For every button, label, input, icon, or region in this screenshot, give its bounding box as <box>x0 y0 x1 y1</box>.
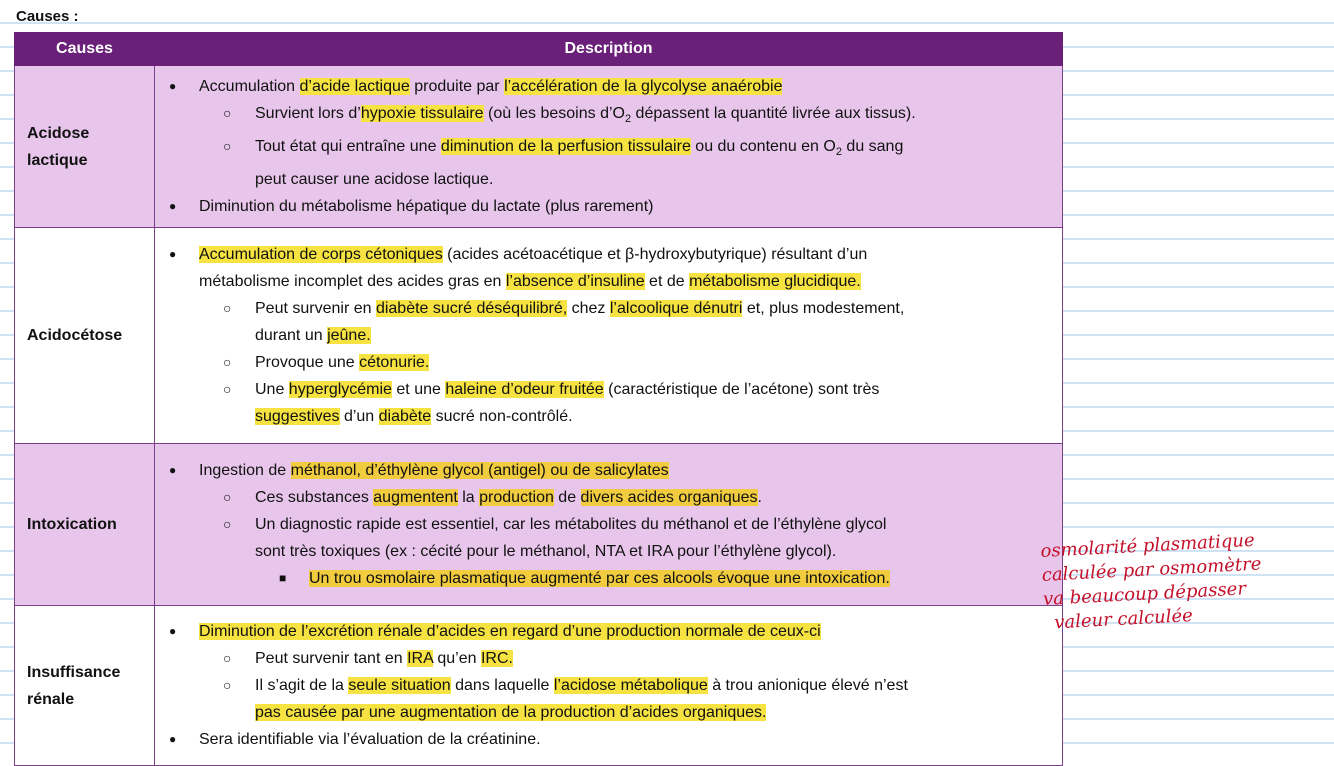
annotation-line: calculée par osmomètre <box>1041 553 1262 586</box>
handwritten-annotation <box>1040 525 1334 636</box>
header-causes: Causes <box>15 33 155 66</box>
list-item: ● Diminution de l’excrétion rénale d’acides en regard d’une production normale de ceux-ci <box>169 623 821 640</box>
list-item-continuation: suggestives d’un diabète sucré non-contrôlé. <box>255 408 573 425</box>
list-item: ○ Peut survenir tant en IRA qu’en IRC. <box>223 650 513 667</box>
list-item-continuation: pas causée par une augmentation de la production d’acides organiques. <box>255 704 767 721</box>
list-item: ○ Ces substances augmentent la production de divers acides organiques. <box>223 489 762 506</box>
annotation-line: osmolarité plasmatique <box>1040 529 1256 562</box>
list-item: ○ Il s’agit de la seule situation dans laquelle l’acidose métabolique à trou anionique élevé n’est <box>223 677 908 694</box>
row-intoxication <box>15 444 1063 606</box>
list-item-continuation: sont très toxiques (ex : cécité pour le méthanol, NTA et IRA pour l’éthylène glycol). <box>255 543 837 560</box>
list-item: ● Ingestion de méthanol, d’éthylène glycol (antigel) ou de salicylates <box>169 462 669 479</box>
cause-description <box>155 444 1063 606</box>
cause-label: Intoxication <box>15 444 155 606</box>
row-acidocetose <box>15 228 1063 444</box>
header-description: Description <box>155 33 1063 66</box>
table-header-row <box>15 33 1063 66</box>
list-item: ○ Survient lors d’hypoxie tissulaire (où les besoins $d’O_2$ dépassent la quantité livrée aux tissus). <box>223 104 916 125</box>
cause-label: Insuffisance rénale <box>15 606 155 766</box>
cause-label: Acidocétose <box>15 228 155 444</box>
list-item: ■ Un trou osmolaire plasmatique augmenté par ces alcools évoque une intoxication. <box>279 570 890 587</box>
section-heading: Causes : <box>16 8 79 25</box>
annotation-line: va beaucoup dépasser <box>1042 578 1247 610</box>
list-item: ● Accumulation d’acide lactique produite par l’accélération de la glycolyse anaérobie <box>169 77 783 95</box>
list-item: ○ Peut survenir en diabète sucré déséquilibré, chez l’alcoolique dénutri et, plus modestement, <box>223 300 905 317</box>
causes-table <box>14 32 1063 766</box>
row-acidose-lactique <box>15 66 1063 228</box>
list-item-continuation: métabolisme incomplet des acides gras en l’absence d’insuline et de métabolisme glucidique. <box>199 273 861 290</box>
list-item: ○ Provoque une cétonurie. <box>223 354 430 371</box>
list-item: ● Accumulation de corps cétoniques (acides acétoacétique et β-hydroxybutyrique) résultant d’un <box>169 246 868 263</box>
list-item: ● Sera identifiable via l’évaluation de la créatinine. <box>169 731 541 748</box>
annotation-line: valeur calculée <box>1053 605 1194 634</box>
list-item: ○ Un diagnostic rapide est essentiel, car les métabolites du méthanol et de l’éthylène glycol <box>223 516 887 533</box>
cause-description <box>155 66 1063 228</box>
list-item: ● Diminution du métabolisme hépatique du lactate (plus rarement) <box>169 198 654 216</box>
list-item-continuation: peut causer une acidose lactique. <box>255 171 494 189</box>
cause-description <box>155 228 1063 444</box>
cause-description <box>155 606 1063 766</box>
cause-label: Acidose lactique <box>15 66 155 228</box>
list-item: ○ Une hyperglycémie et une haleine d’odeur fruitée (caractéristique de l’acétone) sont très <box>223 381 880 398</box>
list-item: ○ Tout état qui entraîne une diminution de la perfusion tissulaire ou du contenu en $O_2$ du sang <box>223 138 904 159</box>
list-item-continuation: durant un jeûne. <box>255 327 371 344</box>
row-insuffisance-renale <box>15 606 1063 766</box>
